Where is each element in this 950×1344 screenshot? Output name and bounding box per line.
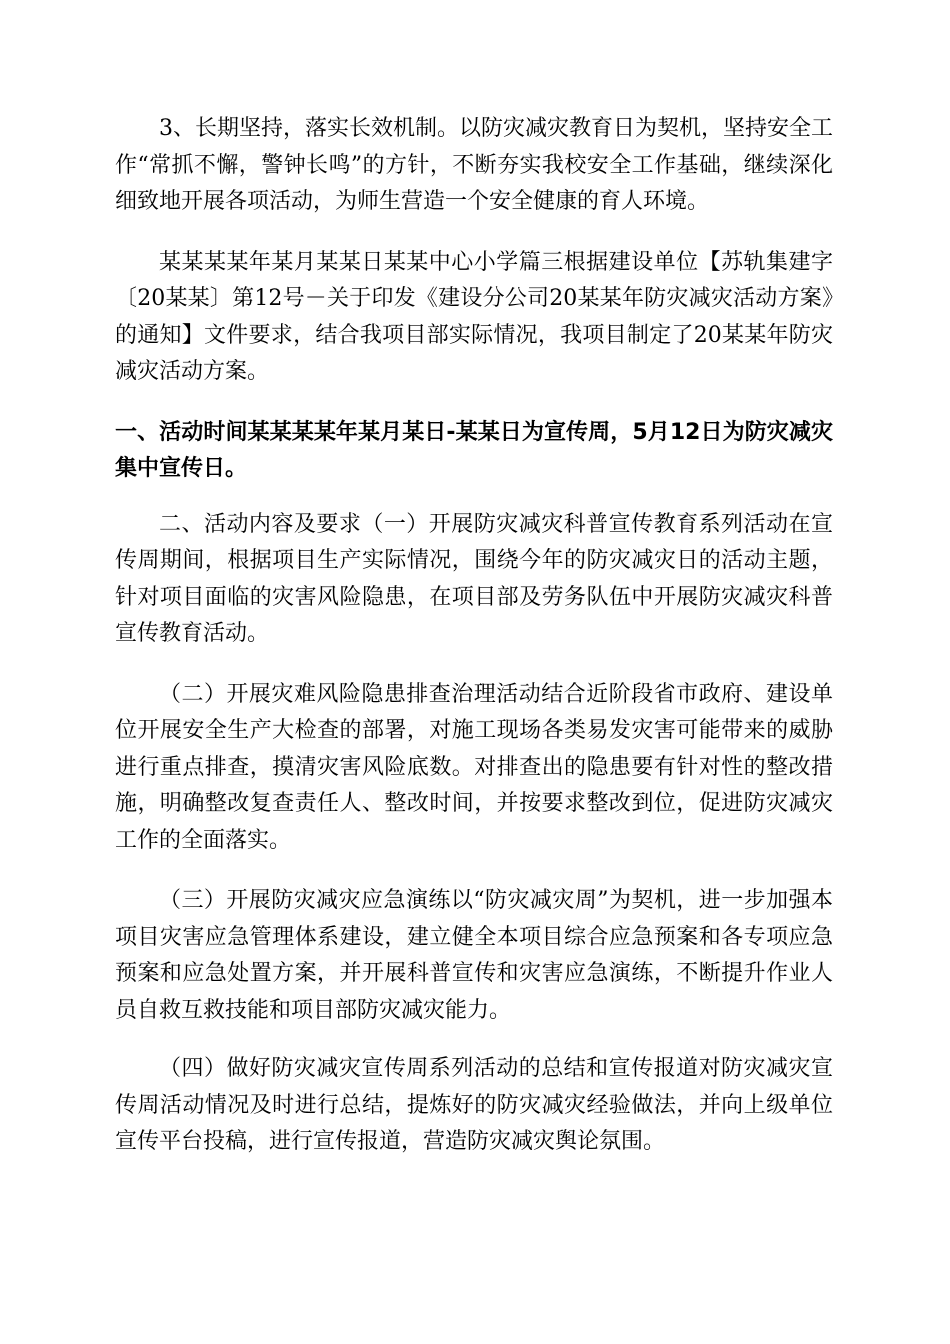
paragraph-activity-content: 二、活动内容及要求（一）开展防灾减灾科普宣传教育系列活动在宣传周期间，根据项目生产实际情况，围绕今年的防灾减灾日的活动主题，针对项目面临的灾害风险隐患，在项目部及劳务队伍中开展防灾减灾科普宣传教育活动。 <box>115 511 833 646</box>
paragraph-plan-intro: 某某某某年某月某某日某某中心小学篇三根据建设单位【苏轨集建字〔20某某〕第12号－关于印发《建设分公司20某某年防灾减灾活动方案》的通知】文件要求，结合我项目部实际情况，我项目制定了20某某年防灾减灾活动方案。 <box>115 249 833 384</box>
paragraph-summary-publicity: （四）做好防灾减灾宣传周系列活动的总结和宣传报道对防灾减灾宣传周活动情况及时进行总结，提炼好的防灾减灾经验做法，并向上级单位宣传平台投稿，进行宣传报道，营造防灾减灾舆论氛围。 <box>115 1056 833 1154</box>
document-page <box>115 111 833 1185</box>
heading-activity-time: 一、活动时间某某某某年某月某日-某某日为宣传周，5月12日为防灾减灾集中宣传日。 <box>115 419 833 481</box>
paragraph-emergency-drill: （三）开展防灾减灾应急演练以“防灾减灾周”为契机，进一步加强本项目灾害应急管理体系建设，建立健全本项目综合应急预案和各专项应急预案和应急处置方案，并开展科普宣传和灾害应急演练，不断提升作业人员自救互救技能和项目部防灾减灾能力。 <box>115 888 833 1023</box>
paragraph-hazard-inspection: （二）开展灾难风险隐患排查治理活动结合近阶段省市政府、建设单位开展安全生产大检查的部署，对施工现场各类易发灾害可能带来的威胁进行重点排查，摸清灾害风险底数。对排查出的隐患要有针对性的整改措施，明确整改复查责任人、整改时间，并按要求整改到位，促进防灾减灾工作的全面落实。 <box>115 681 833 853</box>
paragraph-long-term-mechanism: 3、长期坚持，落实长效机制。以防灾减灾教育日为契机，坚持安全工作“常抓不懈，警钟长鸣”的方针，不断夯实我校安全工作基础，继续深化细致地开展各项活动，为师生营造一个安全健康的育人环境。 <box>115 116 833 214</box>
